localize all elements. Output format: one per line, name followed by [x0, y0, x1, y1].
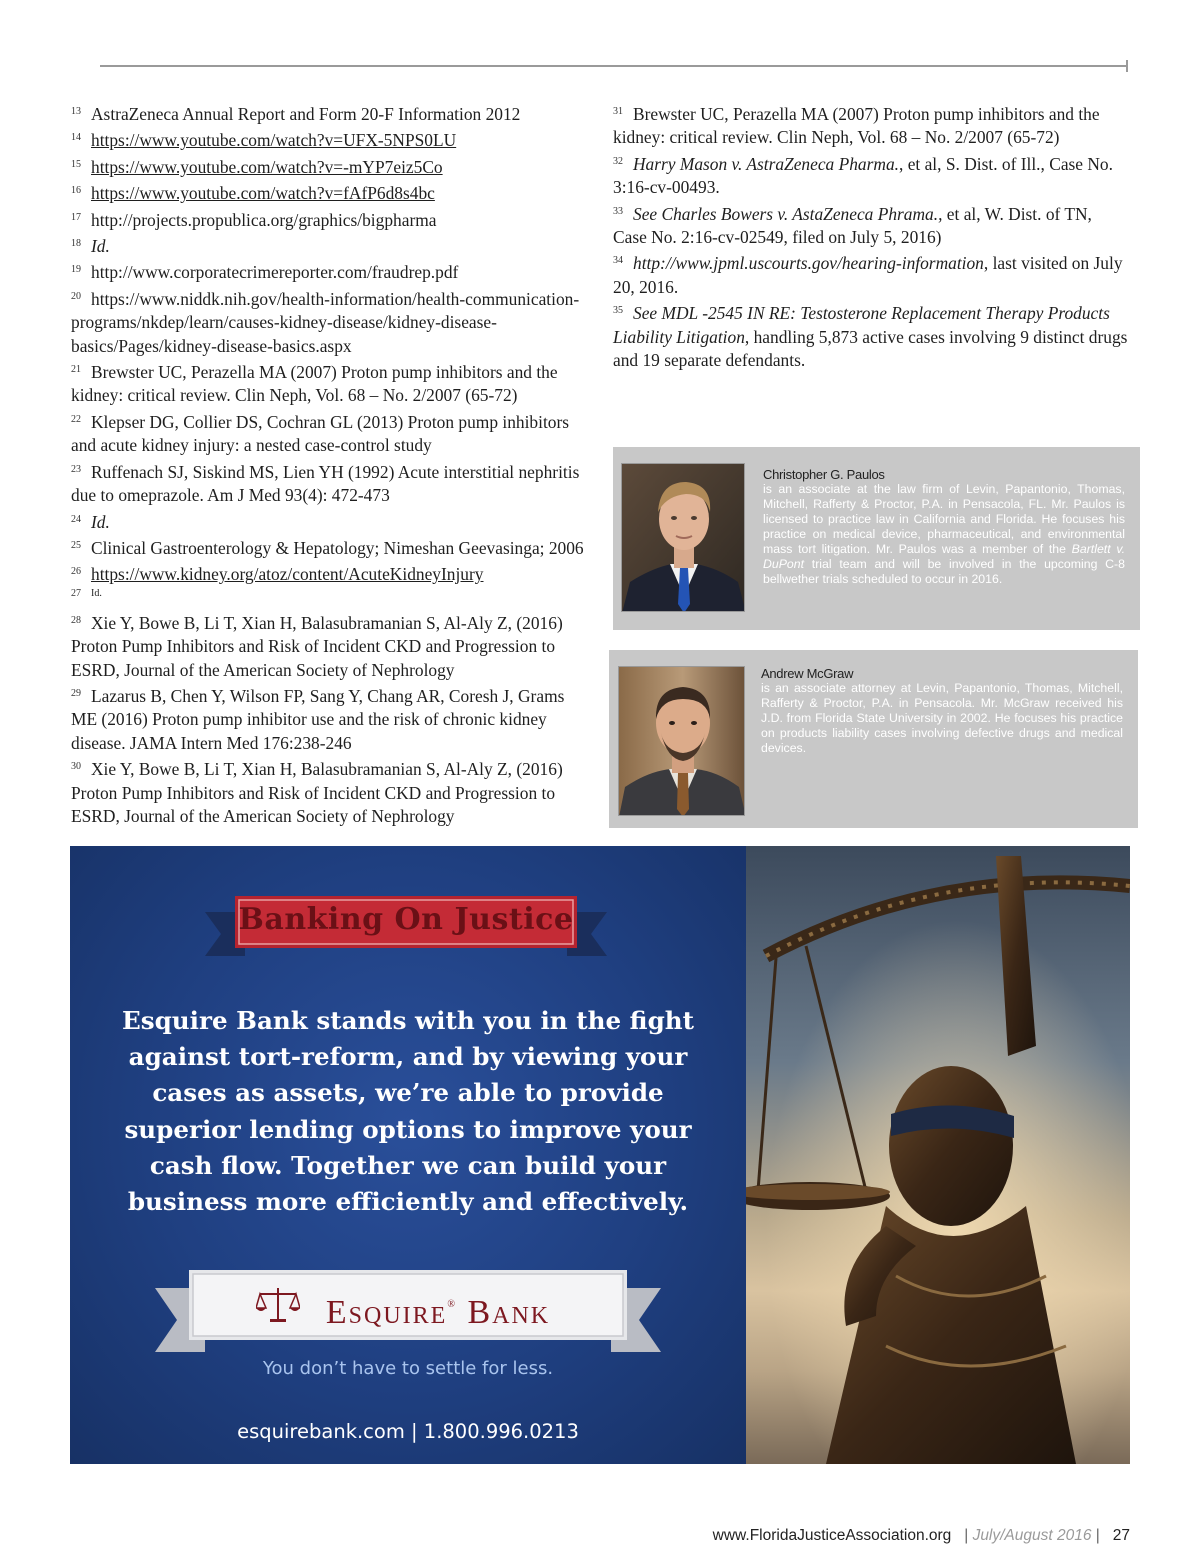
- footnote-number: 17: [71, 211, 81, 223]
- footnote-text: Xie Y, Bowe B, Li T, Xian H, Balasubramanian S, Al-Aly Z, (2016) Proton Pump Inhibitors and Risk of Incident CKD and Progression to ESRD, Journal of the American Society of Nephrology: [71, 612, 563, 680]
- footnotes-left-column: [71, 100, 589, 828]
- header-rule-end: [1126, 60, 1128, 72]
- footnote-number: 20: [71, 290, 81, 302]
- footnote-text: Clinical Gastroenterology & Hepatology; Nimeshan Geevasinga; 2006: [91, 537, 584, 558]
- footnote-30: [71, 755, 589, 828]
- ad-body-line: cases as assets, we’re able to provide: [152, 1078, 664, 1108]
- footnote-number: 24: [71, 513, 81, 525]
- footnote-34: $^{34}$ http://www.jpml.uscourts.gov/hearing-information, last visited on July 20, 2016.: [613, 253, 1123, 297]
- footer-separator: |: [1095, 1527, 1100, 1544]
- header-rule: [100, 65, 1128, 67]
- banner-title: Banking On Justice: [238, 902, 574, 937]
- footnote-text: Brewster UC, Perazella MA (2007) Proton pump inhibitors and the kidney: critical review. Clin Neph, Vol. 68 – No. 2/2007 (65-72): [71, 362, 558, 406]
- ad-body-line: Esquire Bank stands with you in the fight: [121, 1006, 695, 1035]
- author-name-paulos: Christopher G. Paulos: [763, 467, 885, 482]
- footnote-21: [71, 358, 589, 408]
- footnote-number: 27: [71, 587, 81, 599]
- footnote-35: $^{35}$ See MDL -2545 IN RE: Testosterone Replacement Therapy Products Liability Litigation, handling 5,873 active cases involving 9 distinct drugs and 19 separate defendants.: [613, 303, 1128, 371]
- ad-contact-info[interactable]: esquirebank.com | 1.800.996.0213: [237, 1420, 579, 1443]
- lady-justice-image: [746, 846, 1130, 1464]
- ad-body-line: against tort-reform, and by viewing your: [128, 1042, 688, 1072]
- footnote-text: Ruffenach SJ, Siskind MS, Lien YH (1992) Acute interstitial nephritis due to omeprazole. Am J Med 93(4): 472-473: [71, 461, 580, 506]
- footnote-24: [71, 508, 589, 534]
- footnote-29: [71, 682, 589, 755]
- footnote-number: 13: [71, 106, 81, 117]
- footnote-28: [71, 609, 589, 682]
- footnote-number: 28: [71, 614, 81, 626]
- footnote-text: http://www.corporatecrimereporter.com/fraudrep.pdf: [91, 262, 459, 283]
- footnote-text: Xie Y, Bowe B, Li T, Xian H, Balasubramanian S, Al-Aly Z, (2016) Proton Pump Inhibitors and Risk of Incident CKD and Progression to ESRD, Journal of the American Society of Nephrology: [71, 759, 563, 826]
- ad-tagline: You don’t have to settle for less.: [262, 1358, 554, 1379]
- footer-issue-date: July/August 2016: [972, 1527, 1092, 1544]
- footnote-32: $^{32}$ Harry Mason v. AstraZeneca Pharma., et al, S. Dist. of Ill., Case No. 3:16-cv-00493.: [613, 153, 1113, 198]
- footnote-link[interactable]: https://www.kidney.org/atoz/content/AcuteKidneyInjury: [91, 564, 484, 585]
- footnote-16: [71, 179, 589, 205]
- footnote-text: Id.: [91, 236, 110, 257]
- footnote-link[interactable]: https://www.youtube.com/watch?v=fAfP6d8s4bc: [91, 183, 435, 204]
- footnote-25: [71, 534, 589, 560]
- footnote-text: AstraZeneca Annual Report and Form 20-F Information 2012: [91, 104, 521, 124]
- footnote-number: 14: [71, 132, 81, 144]
- page-footer: [640, 1526, 1130, 1546]
- author-photo-paulos: [621, 463, 745, 612]
- footnote-26: [71, 560, 589, 586]
- footnote-link[interactable]: https://www.youtube.com/watch?v=UFX-5NPS0LU: [91, 130, 457, 151]
- ad-body-line: cash flow. Together we can build your: [149, 1150, 667, 1180]
- author-bio-mcgraw: [609, 650, 1138, 828]
- footnote-20: [71, 285, 589, 358]
- footnote-text: Id.: [91, 587, 102, 599]
- author-bio-text-mcgraw: Andrew McGraw is an associate attorney at Levin, Papantonio, Thomas, Mitchell, Rafferty & Proctor, P.A. in Pensacola. Mr. McGraw received his J.D. from Florida State University in 2002. He focuses his practice on products liability cases involving defective drugs and medical devices.: [761, 666, 1123, 755]
- footnote-number: 26: [71, 566, 81, 578]
- footnote-number: 21: [71, 364, 81, 376]
- author-name-mcgraw: Andrew McGraw: [761, 666, 854, 681]
- esquire-bank-logo: ESQUIRE® BANK: [325, 1294, 551, 1331]
- footnote-number: 19: [71, 264, 81, 276]
- ad-body-line: superior lending options to improve your: [124, 1114, 692, 1144]
- footnote-18: [71, 232, 589, 258]
- footnote-number: 16: [71, 185, 81, 197]
- footnote-text: http://projects.propublica.org/graphics/bigpharma: [91, 209, 437, 230]
- author-photo-mcgraw: [618, 666, 745, 816]
- ad-body-text: [120, 1003, 696, 1220]
- footnote-31: $^{31}$ Brewster UC, Perazella MA (2007) Proton pump inhibitors and the kidney: critical review. Clin Neph, Vol. 68 – No. 2/2007 (65-72): [613, 104, 1100, 148]
- footnotes-right-column: [613, 100, 1128, 372]
- footnote-text: https://www.niddk.nih.gov/health-information/health-communication-programs/nkdep/learn/causes-kidney-disease/kidney-disease-basics/Pages/kidney-disease-basics.aspx: [71, 288, 580, 356]
- footnote-14: [71, 126, 589, 152]
- footer-website[interactable]: www.FloridaJusticeAssociation.org: [712, 1527, 952, 1544]
- footer-separator: |: [964, 1527, 969, 1544]
- footnote-33: $^{33}$ See Charles Bowers v. AstaZeneca Phrama., et al, W. Dist. of TN, Case No. 2:16-cv-02549, filed on July 5, 2016): [613, 203, 1092, 248]
- ad-body-line: business more efficiently and effectively.: [127, 1187, 689, 1217]
- footnote-17: [71, 206, 589, 232]
- footnote-number: 30: [71, 761, 81, 773]
- footnote-number: 18: [71, 238, 81, 250]
- footnote-number: 22: [71, 413, 81, 425]
- footnote-text: Lazarus B, Chen Y, Wilson FP, Sang Y, Chang AR, Coresh J, Grams ME (2016) Proton pump inhibitor use and the risk of chronic kidney disease. JAMA Intern Med 176:238-246: [71, 685, 565, 753]
- footnote-34-link[interactable]: http://www.jpml.uscourts.gov/hearing-information: [633, 253, 984, 274]
- footnote-number: 29: [71, 687, 81, 699]
- footnote-27: [71, 587, 589, 601]
- footnote-number: 25: [71, 539, 81, 551]
- footnote-15: [71, 153, 589, 179]
- footnote-link[interactable]: https://www.youtube.com/watch?v=-mYP7eiz5Co: [91, 156, 443, 177]
- esquire-bank-advertisement: [70, 846, 1130, 1464]
- footnote-23: [71, 458, 589, 508]
- footnote-19: [71, 258, 589, 284]
- footnote-text: Id.: [91, 511, 110, 532]
- footnote-number: 23: [71, 463, 81, 475]
- footnote-13: [71, 100, 589, 126]
- footnote-number: 15: [71, 158, 81, 170]
- footnote-text: Klepser DG, Collier DS, Cochran GL (2013) Proton pump inhibitors and acute kidney injury: a nested case-control study: [71, 411, 570, 456]
- author-bio-paulos: [613, 447, 1140, 630]
- footnote-22: [71, 408, 589, 458]
- page-number: 27: [1112, 1527, 1130, 1544]
- author-bio-text-paulos: Christopher G. Paulos is an associate at the law firm of Levin, Papantonio, Thomas, Mitchell, Rafferty & Proctor, P.A. in Pensacola, FL. Mr. Paulos is licensed to practice law in California and Florida. He focuses his practice on medical device, pharmaceutical, and environmental mass tort litigation. Mr. Paulos was a member of the Bartlett v. DuPont trial team and will be involved in the upcoming C-8 bellwether trials scheduled to occur in 2016.: [763, 467, 1125, 586]
